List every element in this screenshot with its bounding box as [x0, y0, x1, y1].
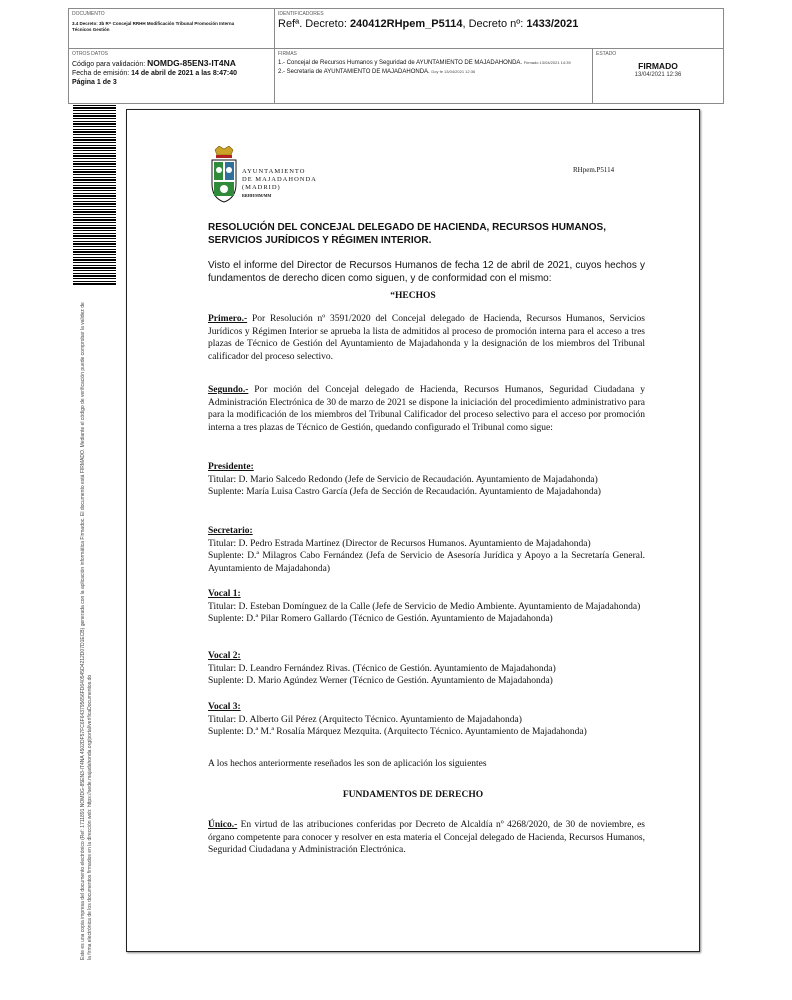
estado-cell — [593, 49, 723, 103]
letterhead-line3: (MADRID) — [242, 184, 281, 191]
hechos-close: A los hechos anteriormente reseñados les son de aplicación los siguientes — [208, 759, 487, 769]
secretario-titular: Titular: D. Pedro Estrada Martínez (Director de Recursos Humanos. Ayuntamiento de Majadahonda) — [208, 538, 591, 549]
verification-sidetext: Este es una copia impresa del documento electrónico (Ref: 1711891 NOMDG-85EN3-IT4NA 4502DF57FC6F643795656FD640545D4212D07D1ECB) generada con la aplicación informática Firmadoc. El documento está FIRMADO. Mediante el código de verificación puede comprobar la validez de la firma electrónica de los documentos firmados en la dirección web: https://sede.majadahonda.org/portal/verificaDocumentos.do — [80, 302, 93, 960]
decreto-num-label: , Decreto nº: — [462, 18, 527, 30]
fecha-emision-value: 14 de abril de 2021 a las 8:47:40 — [131, 70, 238, 77]
codigo-value[interactable]: NOMDG-85EN3-IT4NA — [147, 58, 236, 68]
vocal1-titular: Titular: D. Esteban Domínguez de la Calle (Jefe de Servicio de Medio Ambiente. Ayuntamiento de Majadahonda) — [208, 601, 641, 612]
vocal2-titular: Titular: D. Leandro Fernández Rivas. (Técnico de Gestión. Ayuntamiento de Majadahonda) — [208, 663, 556, 674]
documento-text: 3.4 Decreto: 3b R^ Concejal RRHH Modificación Tribunal Promoción Interna Técnicos Gestión — [72, 21, 235, 32]
vocal2-suplente: Suplente: D. Mario Agúndez Werner (Técnico de Gestión. Ayuntamiento de Majadahonda) — [208, 676, 553, 686]
reference-code: RHpem.P5114 — [573, 166, 615, 174]
vocal3-block — [208, 701, 645, 739]
firma-1: 1.- Concejal de Recursos Humanos y Seguridad de AYUNTAMIENTO DE MAJADAHONDA. — [278, 60, 523, 66]
identificadores-label: IDENTIFICADORES — [278, 11, 324, 17]
hechos-heading: “HECHOS — [390, 291, 436, 301]
decreto-ref-value: 240412RHpem_P5114 — [349, 18, 463, 30]
presidente-block — [208, 461, 645, 499]
resolution-title: RESOLUCIÓN DEL CONCEJAL DELEGADO DE HACIENDA, RECURSOS HUMANOS, SERVICIOS JURÍDICOS Y RÉGIMEN INTERIOR. — [208, 222, 606, 246]
otros-datos-cell — [69, 49, 275, 103]
presidente-titular: Titular: D. Mario Salcedo Redondo (Jefe de Servicio de Recaudación. Ayuntamiento de Majadahonda) — [208, 474, 598, 485]
documento-cell — [69, 9, 275, 49]
barcode-image — [73, 105, 116, 285]
document-page — [126, 109, 700, 952]
estado-label: ESTADO — [596, 51, 617, 57]
documento-label: DOCUMENTO — [72, 11, 105, 17]
otros-datos-label: OTROS DATOS — [72, 51, 108, 57]
secretario-label: Secretario: — [208, 526, 253, 536]
fecha-emision-label: Fecha de emisión: — [72, 70, 132, 77]
segundo-paragraph — [208, 384, 645, 434]
vocal2-block — [208, 650, 645, 688]
letterhead — [242, 168, 317, 200]
unico-text: En virtud de las atribuciones conferidas por Decreto de Alcaldía nº 4268/2020, de 30 de noviembre, es órgano competente para conocer y resolver en esta materia el Concejal delegado de Hacienda, Recursos Humanos, Seguridad Ciudadana y Administración Electrónica. — [208, 820, 645, 855]
decreto-ref-label: Refª. Decreto: — [278, 18, 350, 30]
segundo-text: Por moción del Concejal delegado de Hacienda, Recursos Humanos, Seguridad Ciudadana y Administración Electrónica de 30 de marzo de 2021 se dispone la iniciación del procedimiento administrativo para para la modificación de los miembros del Tribunal Calificador del proceso selectivo para el acceso por promoción interna a tres plazas de Técnico de Gestión, quedando configurado el Tribunal como sigue: — [208, 385, 645, 433]
firma-1-date: Firmado 13/04/2021 14:39 — [523, 60, 571, 65]
firmas-label: FIRMAS — [278, 51, 297, 57]
unico-paragraph — [208, 819, 645, 857]
unico-label: Único.- — [208, 820, 238, 830]
letterhead-line4: RRHH/MM/MM — [242, 193, 272, 198]
pagina-indicator: Página 1 de 3 — [72, 79, 117, 86]
presidente-suplente: Suplente: María Luisa Castro García (Jefa de Sección de Recaudación. Ayuntamiento de Majadahonda) — [208, 487, 601, 497]
vocal3-titular: Titular: D. Alberto Gil Pérez (Arquitecto Técnico. Ayuntamiento de Majadahonda) — [208, 714, 522, 725]
letterhead-line1: AYUNTAMIENTO — [242, 168, 306, 175]
primero-label: Primero.- — [208, 314, 248, 324]
document-header — [68, 8, 724, 104]
vocal2-label: Vocal 2: — [208, 651, 241, 661]
coat-of-arms-icon — [209, 146, 239, 206]
intro-paragraph: Visto el informe del Director de Recursos Humanos de fecha 12 de abril de 2021, cuyos hechos y fundamentos de derecho dicen como siguen, y de conformidad con el mismo: — [208, 260, 645, 284]
primero-text: Por Resolución nº 3591/2020 del Concejal delegado de Hacienda, Recursos Humanos, Servicios Jurídicos y Régimen Interior se aprueba la lista de admitidos al proceso de promoción interna para el acceso a tres plazas de Técnico de Gestión del Ayuntamiento de Majadahonda y la designación de los miembros del Tribunal calificador del proceso selectivo. — [208, 314, 645, 362]
vocal1-label: Vocal 1: — [208, 589, 241, 599]
fundamentos-heading: FUNDAMENTOS DE DERECHO — [342, 790, 484, 800]
firma-2: 2.- Secretaria de AYUNTAMIENTO DE MAJADAHONDA. — [278, 69, 430, 75]
identificadores-cell — [275, 9, 723, 49]
letterhead-line2: DE MAJADAHONDA — [242, 176, 317, 183]
firmas-cell — [275, 49, 593, 103]
firma-2-date: Doy fe 13/04/2021 12:36 — [431, 69, 476, 74]
estado-date: 13/04/2021 12:36 — [634, 72, 682, 78]
vocal3-label: Vocal 3: — [208, 702, 241, 712]
secretario-suplente: Suplente: D.ª Milagros Cabo Fernández (Jefa de Servicio de Asesoría Jurídica y Apoyo a la Secretaría General. Ayuntamiento de Majadahonda) — [208, 551, 645, 574]
secretario-block — [208, 525, 645, 575]
presidente-label: Presidente: — [208, 462, 254, 472]
codigo-label: Código para validación: — [72, 61, 148, 68]
vocal3-suplente: Suplente: D.ª M.ª Rosalía Márquez Mezquita. (Arquitecto Técnico. Ayuntamiento de Majadahonda) — [208, 727, 587, 737]
primero-paragraph — [208, 313, 645, 363]
segundo-label: Segundo.- — [208, 385, 249, 395]
vocal1-block — [208, 588, 645, 626]
vocal1-suplente: Suplente: D.ª Pilar Romero Gallardo (Técnico de Gestión. Ayuntamiento de Majadahonda) — [208, 614, 553, 624]
decreto-num-value: 1433/2021 — [526, 18, 579, 30]
estado-value: FIRMADO — [638, 61, 678, 71]
